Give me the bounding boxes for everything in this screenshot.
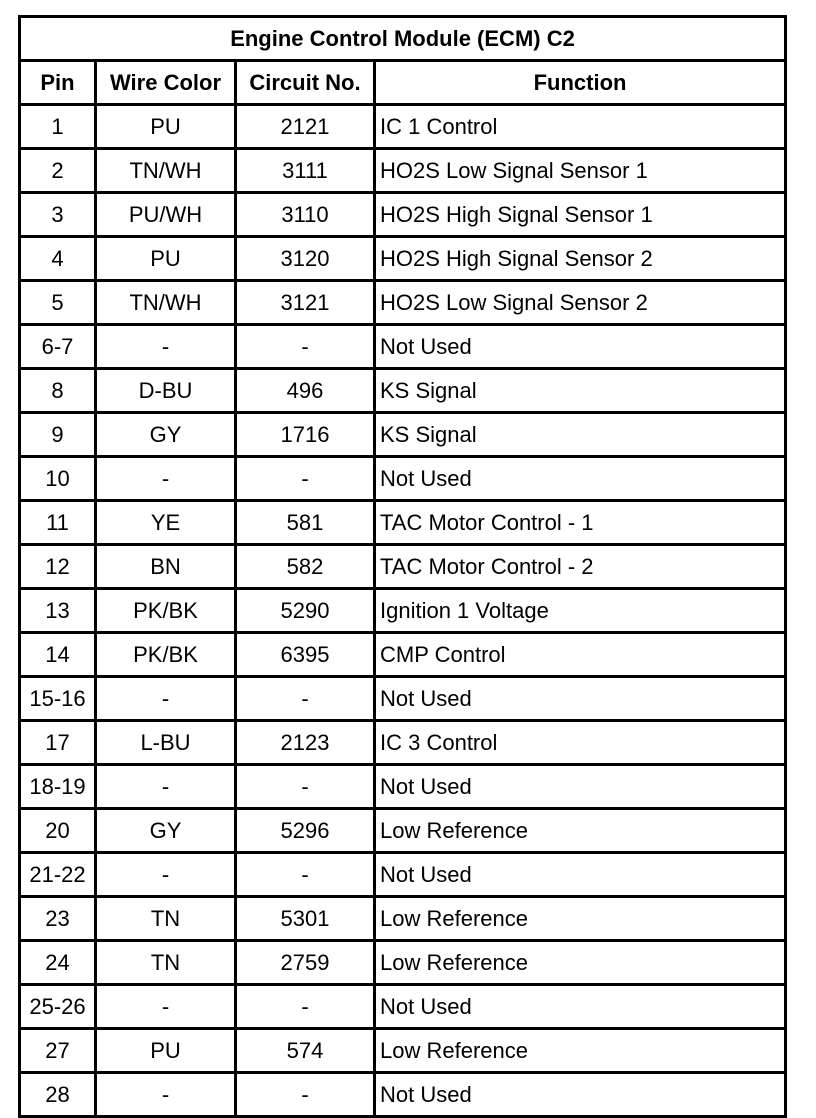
table-row bbox=[20, 677, 786, 721]
circuit-no-cell: - bbox=[236, 853, 375, 897]
table-row bbox=[20, 545, 786, 589]
wire-color-cell: - bbox=[96, 677, 236, 721]
header-pin: Pin bbox=[20, 61, 96, 105]
header-function: Function bbox=[375, 61, 786, 105]
pin-cell: 1 bbox=[20, 105, 96, 149]
table-row bbox=[20, 325, 786, 369]
function-cell: TAC Motor Control - 1 bbox=[375, 501, 786, 545]
table-row bbox=[20, 413, 786, 457]
pin-cell: 4 bbox=[20, 237, 96, 281]
wire-color-cell: YE bbox=[96, 501, 236, 545]
wire-color-cell: - bbox=[96, 985, 236, 1029]
circuit-no-cell: 5296 bbox=[236, 809, 375, 853]
table-row bbox=[20, 149, 786, 193]
wire-color-cell: TN/WH bbox=[96, 149, 236, 193]
circuit-no-cell: 5290 bbox=[236, 589, 375, 633]
function-cell: KS Signal bbox=[375, 413, 786, 457]
table-header-row bbox=[20, 61, 786, 105]
circuit-no-cell: 1716 bbox=[236, 413, 375, 457]
circuit-no-cell: 582 bbox=[236, 545, 375, 589]
pin-cell: 24 bbox=[20, 941, 96, 985]
function-cell: Low Reference bbox=[375, 809, 786, 853]
table-row bbox=[20, 281, 786, 325]
table-row bbox=[20, 809, 786, 853]
pin-cell: 13 bbox=[20, 589, 96, 633]
wire-color-cell: TN bbox=[96, 897, 236, 941]
circuit-no-cell: - bbox=[236, 765, 375, 809]
function-cell: Not Used bbox=[375, 325, 786, 369]
table-row bbox=[20, 1073, 786, 1117]
wire-color-cell: - bbox=[96, 457, 236, 501]
pin-cell: 27 bbox=[20, 1029, 96, 1073]
pin-cell: 10 bbox=[20, 457, 96, 501]
table-row bbox=[20, 193, 786, 237]
function-cell: IC 1 Control bbox=[375, 105, 786, 149]
table-title-row bbox=[20, 17, 786, 61]
header-circuit-no: Circuit No. bbox=[236, 61, 375, 105]
function-cell: KS Signal bbox=[375, 369, 786, 413]
header-wire-color: Wire Color bbox=[96, 61, 236, 105]
table-body bbox=[20, 105, 786, 1117]
function-cell: Low Reference bbox=[375, 897, 786, 941]
function-cell: Not Used bbox=[375, 853, 786, 897]
wire-color-cell: PK/BK bbox=[96, 589, 236, 633]
circuit-no-cell: 5301 bbox=[236, 897, 375, 941]
circuit-no-cell: 3121 bbox=[236, 281, 375, 325]
circuit-no-cell: 496 bbox=[236, 369, 375, 413]
pin-cell: 28 bbox=[20, 1073, 96, 1117]
circuit-no-cell: - bbox=[236, 1073, 375, 1117]
wire-color-cell: - bbox=[96, 853, 236, 897]
wire-color-cell: PK/BK bbox=[96, 633, 236, 677]
circuit-no-cell: - bbox=[236, 325, 375, 369]
circuit-no-cell: 2123 bbox=[236, 721, 375, 765]
pin-cell: 5 bbox=[20, 281, 96, 325]
function-cell: CMP Control bbox=[375, 633, 786, 677]
pin-cell: 9 bbox=[20, 413, 96, 457]
table-row bbox=[20, 897, 786, 941]
function-cell: HO2S High Signal Sensor 1 bbox=[375, 193, 786, 237]
table-row bbox=[20, 589, 786, 633]
wire-color-cell: - bbox=[96, 325, 236, 369]
ecm-c2-pinout-table bbox=[18, 15, 787, 1118]
function-cell: Not Used bbox=[375, 985, 786, 1029]
function-cell: HO2S Low Signal Sensor 1 bbox=[375, 149, 786, 193]
table-row bbox=[20, 457, 786, 501]
circuit-no-cell: - bbox=[236, 985, 375, 1029]
function-cell: Not Used bbox=[375, 677, 786, 721]
wire-color-cell: GY bbox=[96, 413, 236, 457]
table-row bbox=[20, 237, 786, 281]
pin-cell: 3 bbox=[20, 193, 96, 237]
pin-cell: 18-19 bbox=[20, 765, 96, 809]
table-row bbox=[20, 985, 786, 1029]
table-row bbox=[20, 369, 786, 413]
function-cell: Not Used bbox=[375, 457, 786, 501]
wire-color-cell: D-BU bbox=[96, 369, 236, 413]
function-cell: Low Reference bbox=[375, 1029, 786, 1073]
table-row bbox=[20, 721, 786, 765]
function-cell: Low Reference bbox=[375, 941, 786, 985]
wire-color-cell: PU bbox=[96, 105, 236, 149]
circuit-no-cell: 3120 bbox=[236, 237, 375, 281]
circuit-no-cell: 2759 bbox=[236, 941, 375, 985]
pin-cell: 14 bbox=[20, 633, 96, 677]
pin-cell: 2 bbox=[20, 149, 96, 193]
table-row bbox=[20, 853, 786, 897]
wire-color-cell: L-BU bbox=[96, 721, 236, 765]
pin-cell: 23 bbox=[20, 897, 96, 941]
pin-cell: 25-26 bbox=[20, 985, 96, 1029]
wire-color-cell: GY bbox=[96, 809, 236, 853]
circuit-no-cell: 3111 bbox=[236, 149, 375, 193]
pin-cell: 11 bbox=[20, 501, 96, 545]
circuit-no-cell: 6395 bbox=[236, 633, 375, 677]
table-row bbox=[20, 501, 786, 545]
table-row bbox=[20, 765, 786, 809]
function-cell: Not Used bbox=[375, 1073, 786, 1117]
table-row bbox=[20, 941, 786, 985]
circuit-no-cell: 574 bbox=[236, 1029, 375, 1073]
function-cell: Ignition 1 Voltage bbox=[375, 589, 786, 633]
pin-cell: 12 bbox=[20, 545, 96, 589]
wire-color-cell: TN/WH bbox=[96, 281, 236, 325]
pin-cell: 17 bbox=[20, 721, 96, 765]
circuit-no-cell: 2121 bbox=[236, 105, 375, 149]
circuit-no-cell: - bbox=[236, 677, 375, 721]
wire-color-cell: BN bbox=[96, 545, 236, 589]
pin-cell: 21-22 bbox=[20, 853, 96, 897]
pin-cell: 20 bbox=[20, 809, 96, 853]
table-row bbox=[20, 105, 786, 149]
circuit-no-cell: 3110 bbox=[236, 193, 375, 237]
circuit-no-cell: - bbox=[236, 457, 375, 501]
wire-color-cell: - bbox=[96, 1073, 236, 1117]
function-cell: Not Used bbox=[375, 765, 786, 809]
pin-cell: 6-7 bbox=[20, 325, 96, 369]
circuit-no-cell: 581 bbox=[236, 501, 375, 545]
function-cell: HO2S Low Signal Sensor 2 bbox=[375, 281, 786, 325]
wire-color-cell: PU bbox=[96, 237, 236, 281]
wire-color-cell: PU/WH bbox=[96, 193, 236, 237]
function-cell: TAC Motor Control - 2 bbox=[375, 545, 786, 589]
table-title: Engine Control Module (ECM) C2 bbox=[20, 17, 786, 61]
function-cell: HO2S High Signal Sensor 2 bbox=[375, 237, 786, 281]
wire-color-cell: - bbox=[96, 765, 236, 809]
function-cell: IC 3 Control bbox=[375, 721, 786, 765]
table-row bbox=[20, 633, 786, 677]
pin-cell: 8 bbox=[20, 369, 96, 413]
wire-color-cell: PU bbox=[96, 1029, 236, 1073]
wire-color-cell: TN bbox=[96, 941, 236, 985]
pin-cell: 15-16 bbox=[20, 677, 96, 721]
